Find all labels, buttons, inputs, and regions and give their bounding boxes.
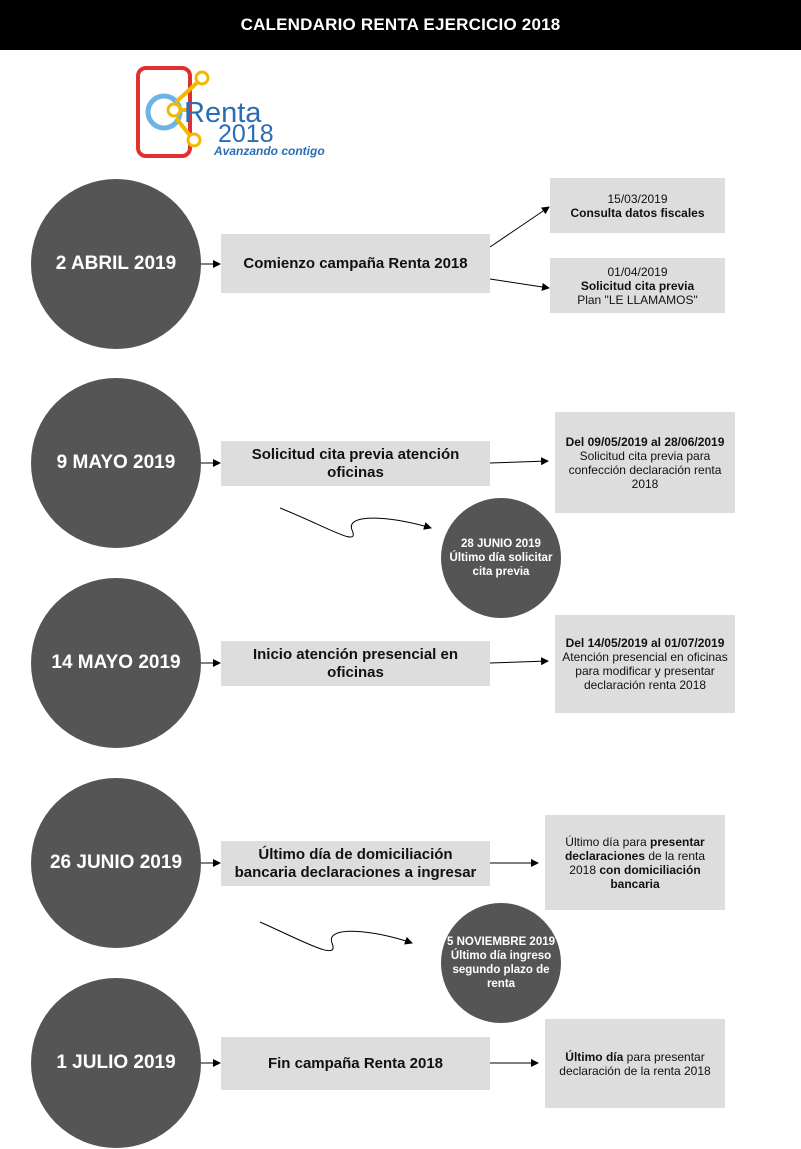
event-box-5: Fin campaña Renta 2018 xyxy=(221,1037,490,1090)
note-3-text: Solicitud cita previa para confección declaración renta 2018 xyxy=(568,448,722,491)
event-box-2: Solicitud cita previa atención oficinas xyxy=(221,441,490,486)
curve-arrow-2 xyxy=(260,922,412,951)
note-4-range: Del 14/05/2019 al 01/07/2019 xyxy=(565,636,725,650)
note-5-text-b: de la renta 2018 xyxy=(569,848,706,877)
note-6-text: para presentar declaración de la renta 2018 xyxy=(559,1049,711,1078)
milestone-2-text: Último día ingreso segundo plazo de renta xyxy=(450,950,552,990)
event-box-3: Inicio atención presencial en oficinas xyxy=(221,641,490,686)
note-5-bold-b: con domiciliación bancaria xyxy=(599,862,701,891)
event-box-1: Comienzo campaña Renta 2018 xyxy=(221,234,490,293)
page-title: CALENDARIO RENTA EJERCICIO 2018 xyxy=(0,0,801,50)
note-1-text: Consulta datos fiscales xyxy=(570,205,705,220)
note-3-range: Del 09/05/2019 al 28/06/2019 xyxy=(565,434,725,449)
note-6-bold: Último día xyxy=(565,1049,624,1064)
milestone-1-date: 28 JUNIO 2019 xyxy=(461,538,541,550)
note-5 xyxy=(545,815,725,910)
logo-word: Renta xyxy=(184,97,262,129)
event-box-4: Último día de domiciliación bancaria declaraciones a ingresar xyxy=(221,841,490,886)
note-2-title: Solicitud cita previa xyxy=(580,278,695,293)
logo-tagline: Avanzando contigo xyxy=(214,144,325,158)
curve-arrow-1 xyxy=(280,508,431,537)
milestone-1-text: Último día solicitar cita previa xyxy=(449,552,553,578)
arrow-n3 xyxy=(490,461,548,463)
date-circle-4: 26 JUNIO 2019 xyxy=(31,778,201,948)
arrow-n4 xyxy=(490,661,548,663)
arrow-n2 xyxy=(490,279,549,288)
date-circle-3: 14 MAYO 2019 xyxy=(31,578,201,748)
note-2 xyxy=(550,258,725,313)
date-circle-2: 9 MAYO 2019 xyxy=(31,378,201,548)
note-5-bold-a: presentar declaraciones xyxy=(564,834,705,863)
milestone-circle-2 xyxy=(441,903,561,1023)
note-2-date: 01/04/2019 xyxy=(607,264,668,279)
note-4-text: Atención presencial en oficinas para modificar y presentar declaración renta 2018 xyxy=(562,650,728,692)
date-circle-1: 2 ABRIL 2019 xyxy=(31,179,201,349)
note-6 xyxy=(545,1019,725,1108)
arrow-n1 xyxy=(490,207,549,247)
date-circle-5: 1 JULIO 2019 xyxy=(31,978,201,1148)
note-2-plan: Plan "LE LLAMAMOS" xyxy=(577,292,698,307)
milestone-circle-1 xyxy=(441,498,561,618)
milestone-2-date: 5 NOVIEMBRE 2019 xyxy=(447,936,556,948)
note-3 xyxy=(555,412,735,513)
note-5-text-a: Último día para xyxy=(565,834,650,849)
note-4 xyxy=(555,615,735,713)
note-1 xyxy=(550,178,725,233)
logo-year: 2018 xyxy=(218,120,274,148)
note-1-date: 15/03/2019 xyxy=(607,191,668,206)
